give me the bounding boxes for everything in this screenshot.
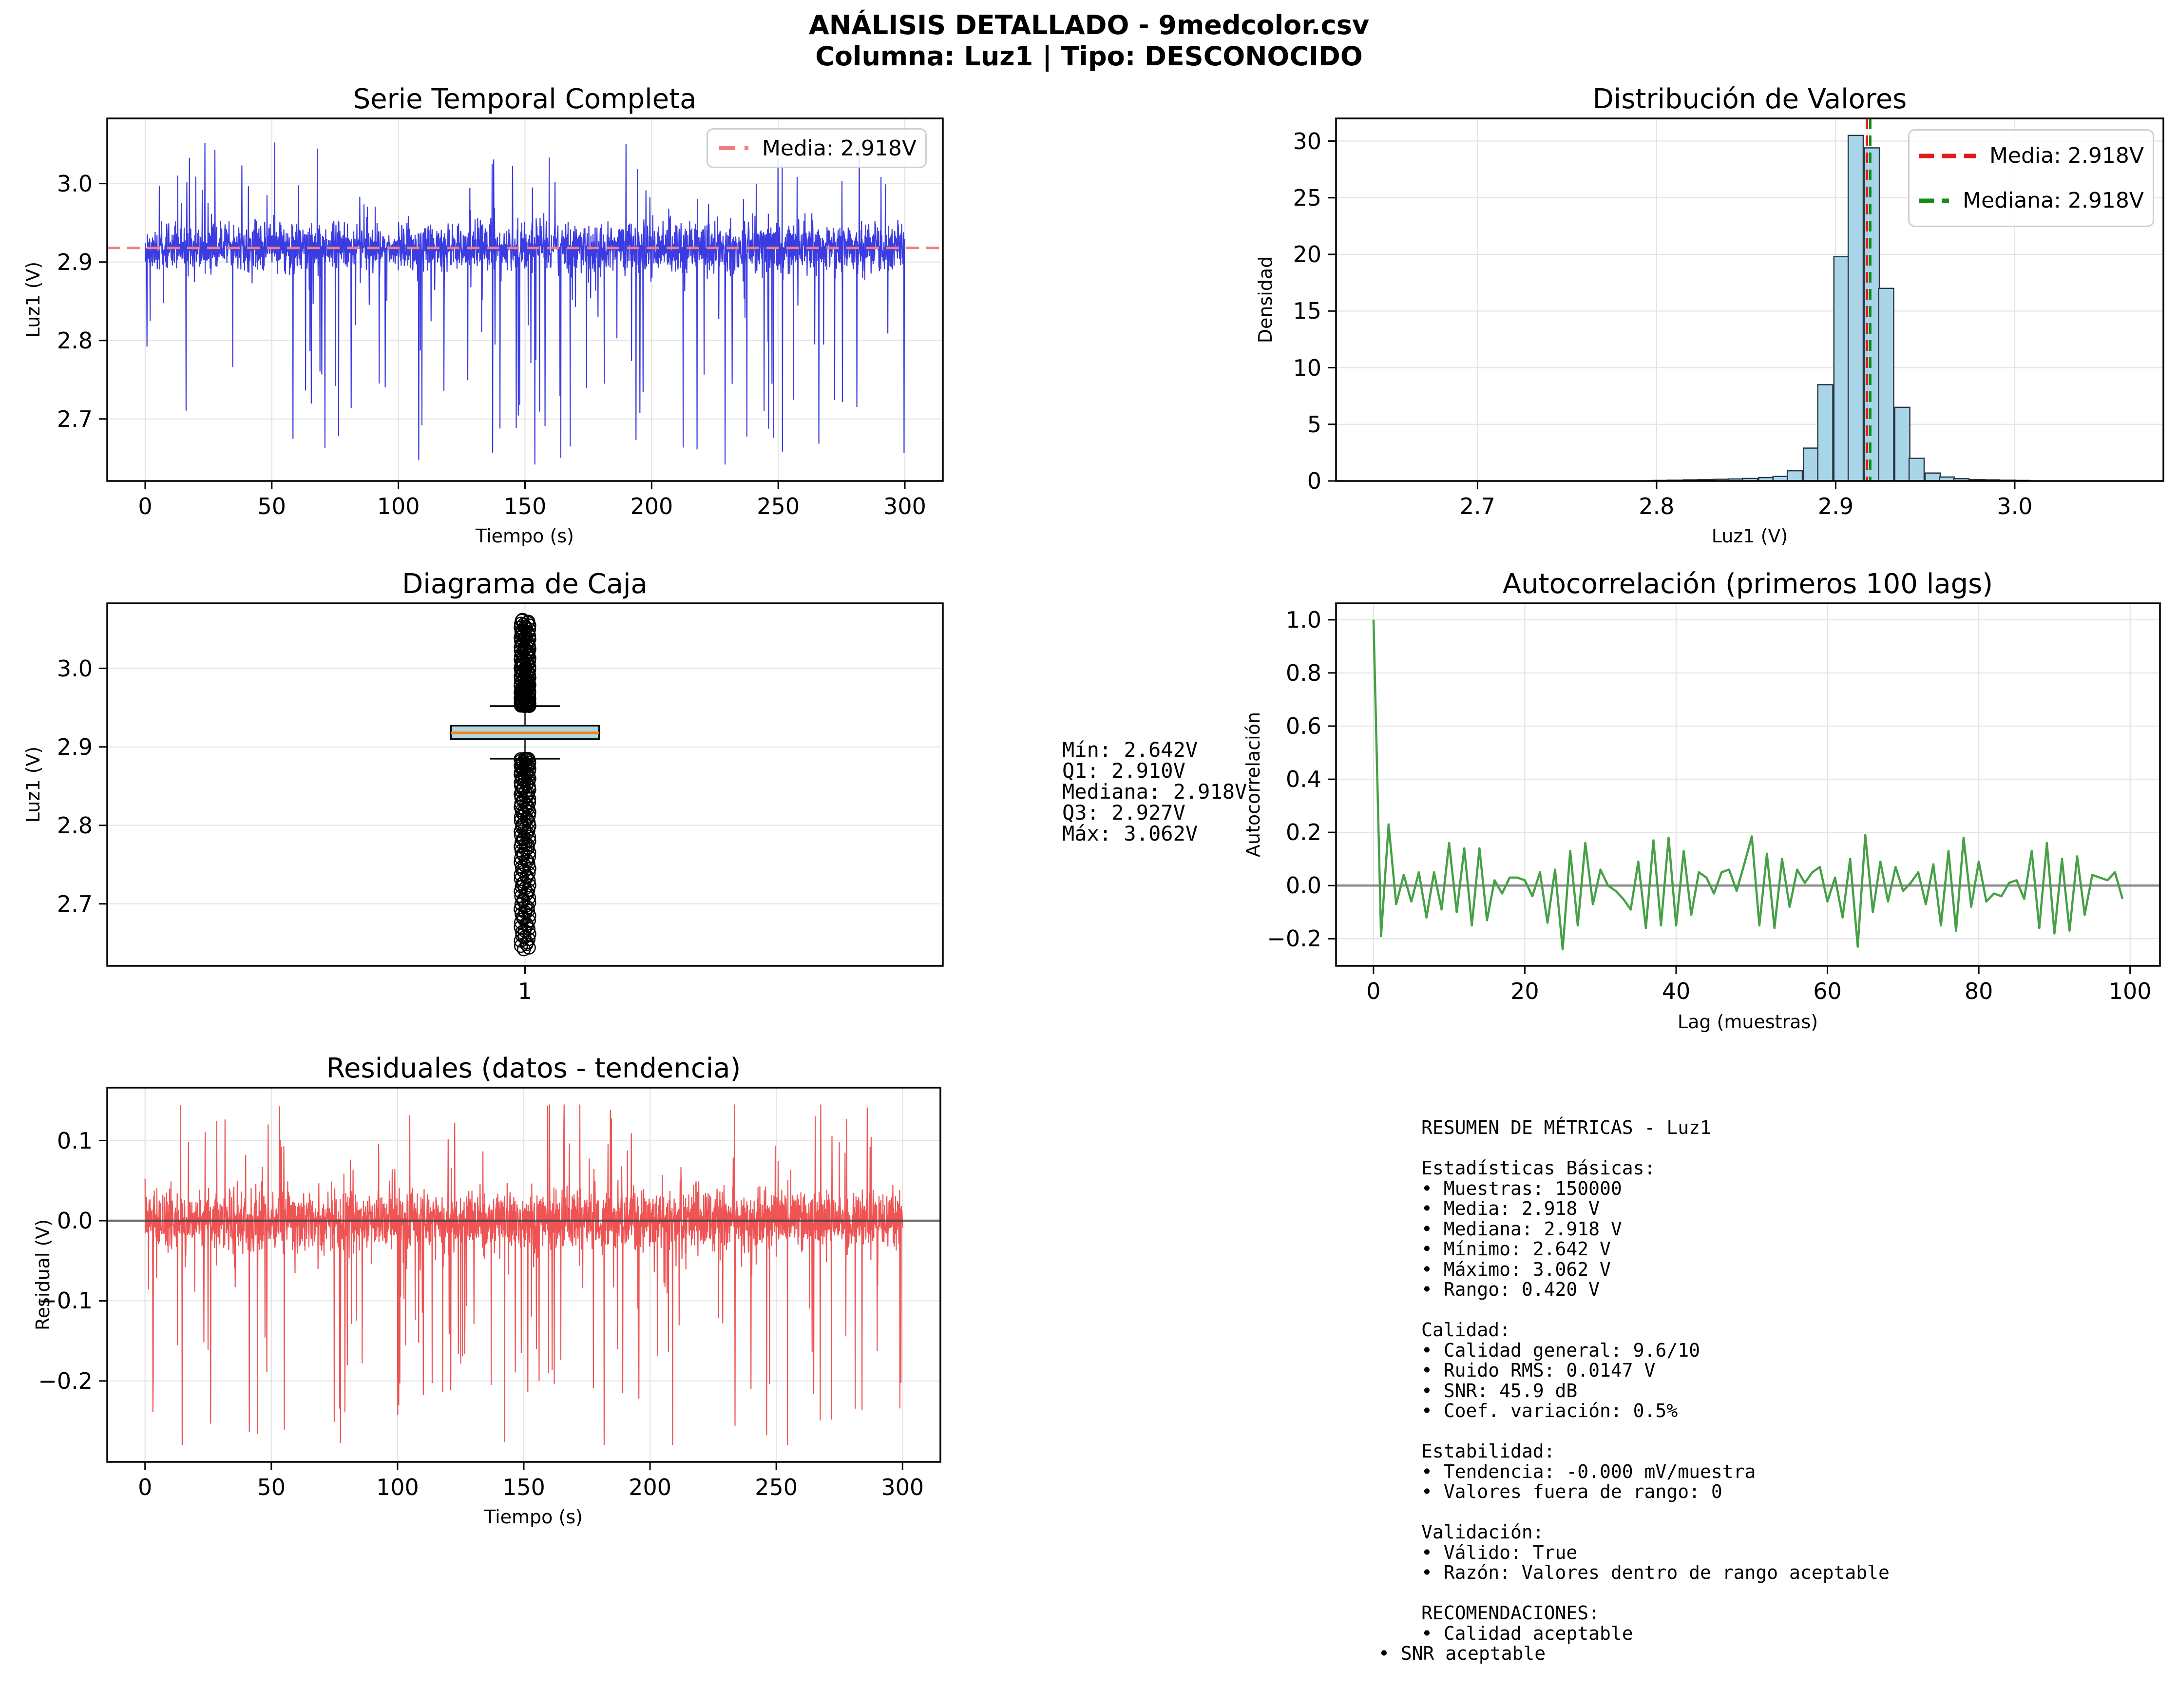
metrics-line: • Tendencia: -0.000 mV/muestra <box>1421 1460 1756 1482</box>
box-stats-line: Q3: 2.927V <box>1062 801 1185 825</box>
autocorr-x-tick-label: 80 <box>1964 978 1993 1004</box>
serie-x-tick-label: 100 <box>377 493 420 519</box>
caja-y-tick-label: 2.7 <box>57 890 93 917</box>
autocorr-xlabel: Lag (muestras) <box>1677 1011 1818 1033</box>
serie-x-tick-label: 250 <box>757 493 800 519</box>
metrics-line: • Mínimo: 2.642 V <box>1421 1238 1611 1260</box>
residuales-x-tick-label: 100 <box>376 1474 419 1500</box>
serie-y-tick-label: 2.9 <box>57 249 93 275</box>
metrics-line: Calidad: <box>1421 1319 1511 1341</box>
residuales-y-tick-label: −0.1 <box>38 1287 93 1314</box>
serie-x-tick-label: 50 <box>257 493 287 519</box>
caja-y-tick-label: 3.0 <box>57 655 93 682</box>
hist-y-tick-label: 5 <box>1307 411 1321 438</box>
box-stats-line: Mín: 2.642V <box>1062 738 1198 762</box>
autocorr-y-tick-label: 0.6 <box>1285 713 1321 739</box>
metrics-line: • Coef. variación: 0.5% <box>1421 1400 1678 1421</box>
figure-title-line1: ANÁLISIS DETALLADO - 9medcolor.csv <box>808 10 1370 40</box>
caja-y-tick-label: 2.9 <box>57 733 93 760</box>
residuales-y-tick-label: 0.0 <box>57 1207 93 1234</box>
serie-title: Serie Temporal Completa <box>353 83 697 115</box>
hist-bar <box>1834 257 1849 481</box>
hist-bar <box>1803 448 1818 481</box>
autocorr-y-tick-label: 0.0 <box>1285 872 1321 899</box>
caja-x-tick-label: 1 <box>517 978 533 1004</box>
figure-title-line2: Columna: Luz1 | Tipo: DESCONOCIDO <box>815 41 1363 72</box>
residuales-y-tick-label: 0.1 <box>57 1127 93 1154</box>
metrics-last-line: • SNR aceptable <box>1378 1643 1546 1664</box>
box-stats-line: Mediana: 2.918V <box>1062 780 1247 804</box>
hist-y-tick-label: 20 <box>1293 241 1321 268</box>
serie-x-tick-label: 0 <box>138 493 153 519</box>
caja-title: Diagrama de Caja <box>402 568 648 600</box>
serie-ylabel: Luz1 (V) <box>22 261 44 338</box>
hist-x-tick-label: 2.8 <box>1639 493 1675 519</box>
hist-y-tick-label: 15 <box>1293 298 1321 325</box>
metrics-line: • SNR: 45.9 dB <box>1421 1380 1578 1401</box>
metrics-line: • Media: 2.918 V <box>1421 1198 1600 1219</box>
hist-y-tick-label: 25 <box>1293 184 1321 211</box>
hist-bar <box>1787 471 1802 481</box>
residuales-x-tick-label: 150 <box>502 1474 545 1500</box>
residuales-title: Residuales (datos - tendencia) <box>326 1053 741 1084</box>
metrics-line: RECOMENDACIONES: <box>1421 1602 1600 1624</box>
serie-y-tick-label: 2.8 <box>57 327 93 354</box>
autocorr-y-tick-label: 0.8 <box>1285 659 1321 686</box>
hist-x-tick-label: 3.0 <box>1997 493 2033 519</box>
serie-legend-media-label: Media: 2.918V <box>762 135 917 161</box>
hist-x-tick-label: 2.7 <box>1459 493 1495 519</box>
hist-bar <box>1925 473 1940 481</box>
hist-bar <box>1848 135 1863 481</box>
hist-bar <box>1909 459 1924 481</box>
residuales-x-tick-label: 250 <box>755 1474 798 1500</box>
hist-ylabel: Densidad <box>1255 256 1276 344</box>
autocorr-x-tick-label: 40 <box>1662 978 1691 1004</box>
metrics-line: RESUMEN DE MÉTRICAS - Luz1 <box>1421 1117 1711 1138</box>
metrics-line: • Valores fuera de rango: 0 <box>1421 1481 1722 1502</box>
metrics-line: • Rango: 0.420 V <box>1421 1279 1600 1300</box>
autocorr-y-tick-label: 0.4 <box>1285 766 1321 793</box>
caja-y-tick-label: 2.8 <box>57 812 93 839</box>
metrics-line: Estadísticas Básicas: <box>1421 1157 1656 1179</box>
residuales-x-tick-label: 0 <box>138 1474 153 1500</box>
autocorr-x-tick-label: 20 <box>1510 978 1539 1004</box>
autocorr-x-tick-label: 0 <box>1366 978 1381 1004</box>
hist-legend-mediana-label: Mediana: 2.918V <box>1963 188 2144 213</box>
serie-y-tick-label: 2.7 <box>57 405 93 432</box>
serie-x-tick-label: 300 <box>883 493 926 519</box>
metrics-line: Validación: <box>1421 1521 1544 1543</box>
autocorr-y-tick-label: 0.2 <box>1285 819 1321 846</box>
metrics-line: • Mediana: 2.918 V <box>1421 1218 1622 1240</box>
metrics-line: • Válido: True <box>1421 1541 1578 1563</box>
serie-x-tick-label: 200 <box>630 493 673 519</box>
serie-x-tick-label: 150 <box>503 493 547 519</box>
residuales-y-tick-label: −0.2 <box>38 1367 93 1394</box>
box-stats-line: Máx: 3.062V <box>1062 822 1198 845</box>
autocorr-y-tick-label: −0.2 <box>1267 925 1321 952</box>
metrics-line: • Ruido RMS: 0.0147 V <box>1421 1360 1656 1381</box>
serie-y-tick-label: 3.0 <box>57 170 93 197</box>
metrics-line: • Calidad general: 9.6/10 <box>1421 1339 1700 1361</box>
caja-ylabel: Luz1 (V) <box>22 746 44 823</box>
autocorr-x-tick-label: 100 <box>2108 978 2152 1004</box>
hist-legend-media-label: Media: 2.918V <box>1989 143 2144 168</box>
metrics-line: Estabilidad: <box>1421 1440 1555 1462</box>
serie-xlabel: Tiempo (s) <box>476 525 574 547</box>
autocorr-title: Autocorrelación (primeros 100 lags) <box>1502 568 1993 600</box>
metrics-line: • Razón: Valores dentro de rango aceptable <box>1421 1562 1890 1583</box>
hist-y-tick-label: 30 <box>1293 128 1321 154</box>
hist-y-tick-label: 0 <box>1307 468 1321 494</box>
autocorr-x-tick-label: 60 <box>1813 978 1842 1004</box>
hist-bar <box>1879 288 1894 481</box>
residuales-ylabel: Residual (V) <box>32 1219 54 1331</box>
metrics-line: • Calidad aceptable <box>1421 1622 1633 1644</box>
hist-bar <box>1818 384 1833 481</box>
autocorr-y-tick-label: 1.0 <box>1285 606 1321 633</box>
metrics-line: • Muestras: 150000 <box>1421 1177 1622 1199</box>
metrics-line: • Máximo: 3.062 V <box>1421 1258 1611 1280</box>
autocorr-ylabel: Autocorrelación <box>1242 711 1264 858</box>
hist-y-tick-label: 10 <box>1293 354 1321 381</box>
hist-xlabel: Luz1 (V) <box>1711 525 1788 547</box>
residuales-x-tick-label: 50 <box>257 1474 286 1500</box>
residuales-x-tick-label: 300 <box>881 1474 924 1500</box>
box-stats-line: Q1: 2.910V <box>1062 759 1185 783</box>
residuales-x-tick-label: 200 <box>629 1474 671 1500</box>
hist-title: Distribución de Valores <box>1592 83 1907 115</box>
hist-x-tick-label: 2.9 <box>1817 493 1853 519</box>
hist-bar <box>1895 407 1910 481</box>
residuales-xlabel: Tiempo (s) <box>484 1506 583 1528</box>
